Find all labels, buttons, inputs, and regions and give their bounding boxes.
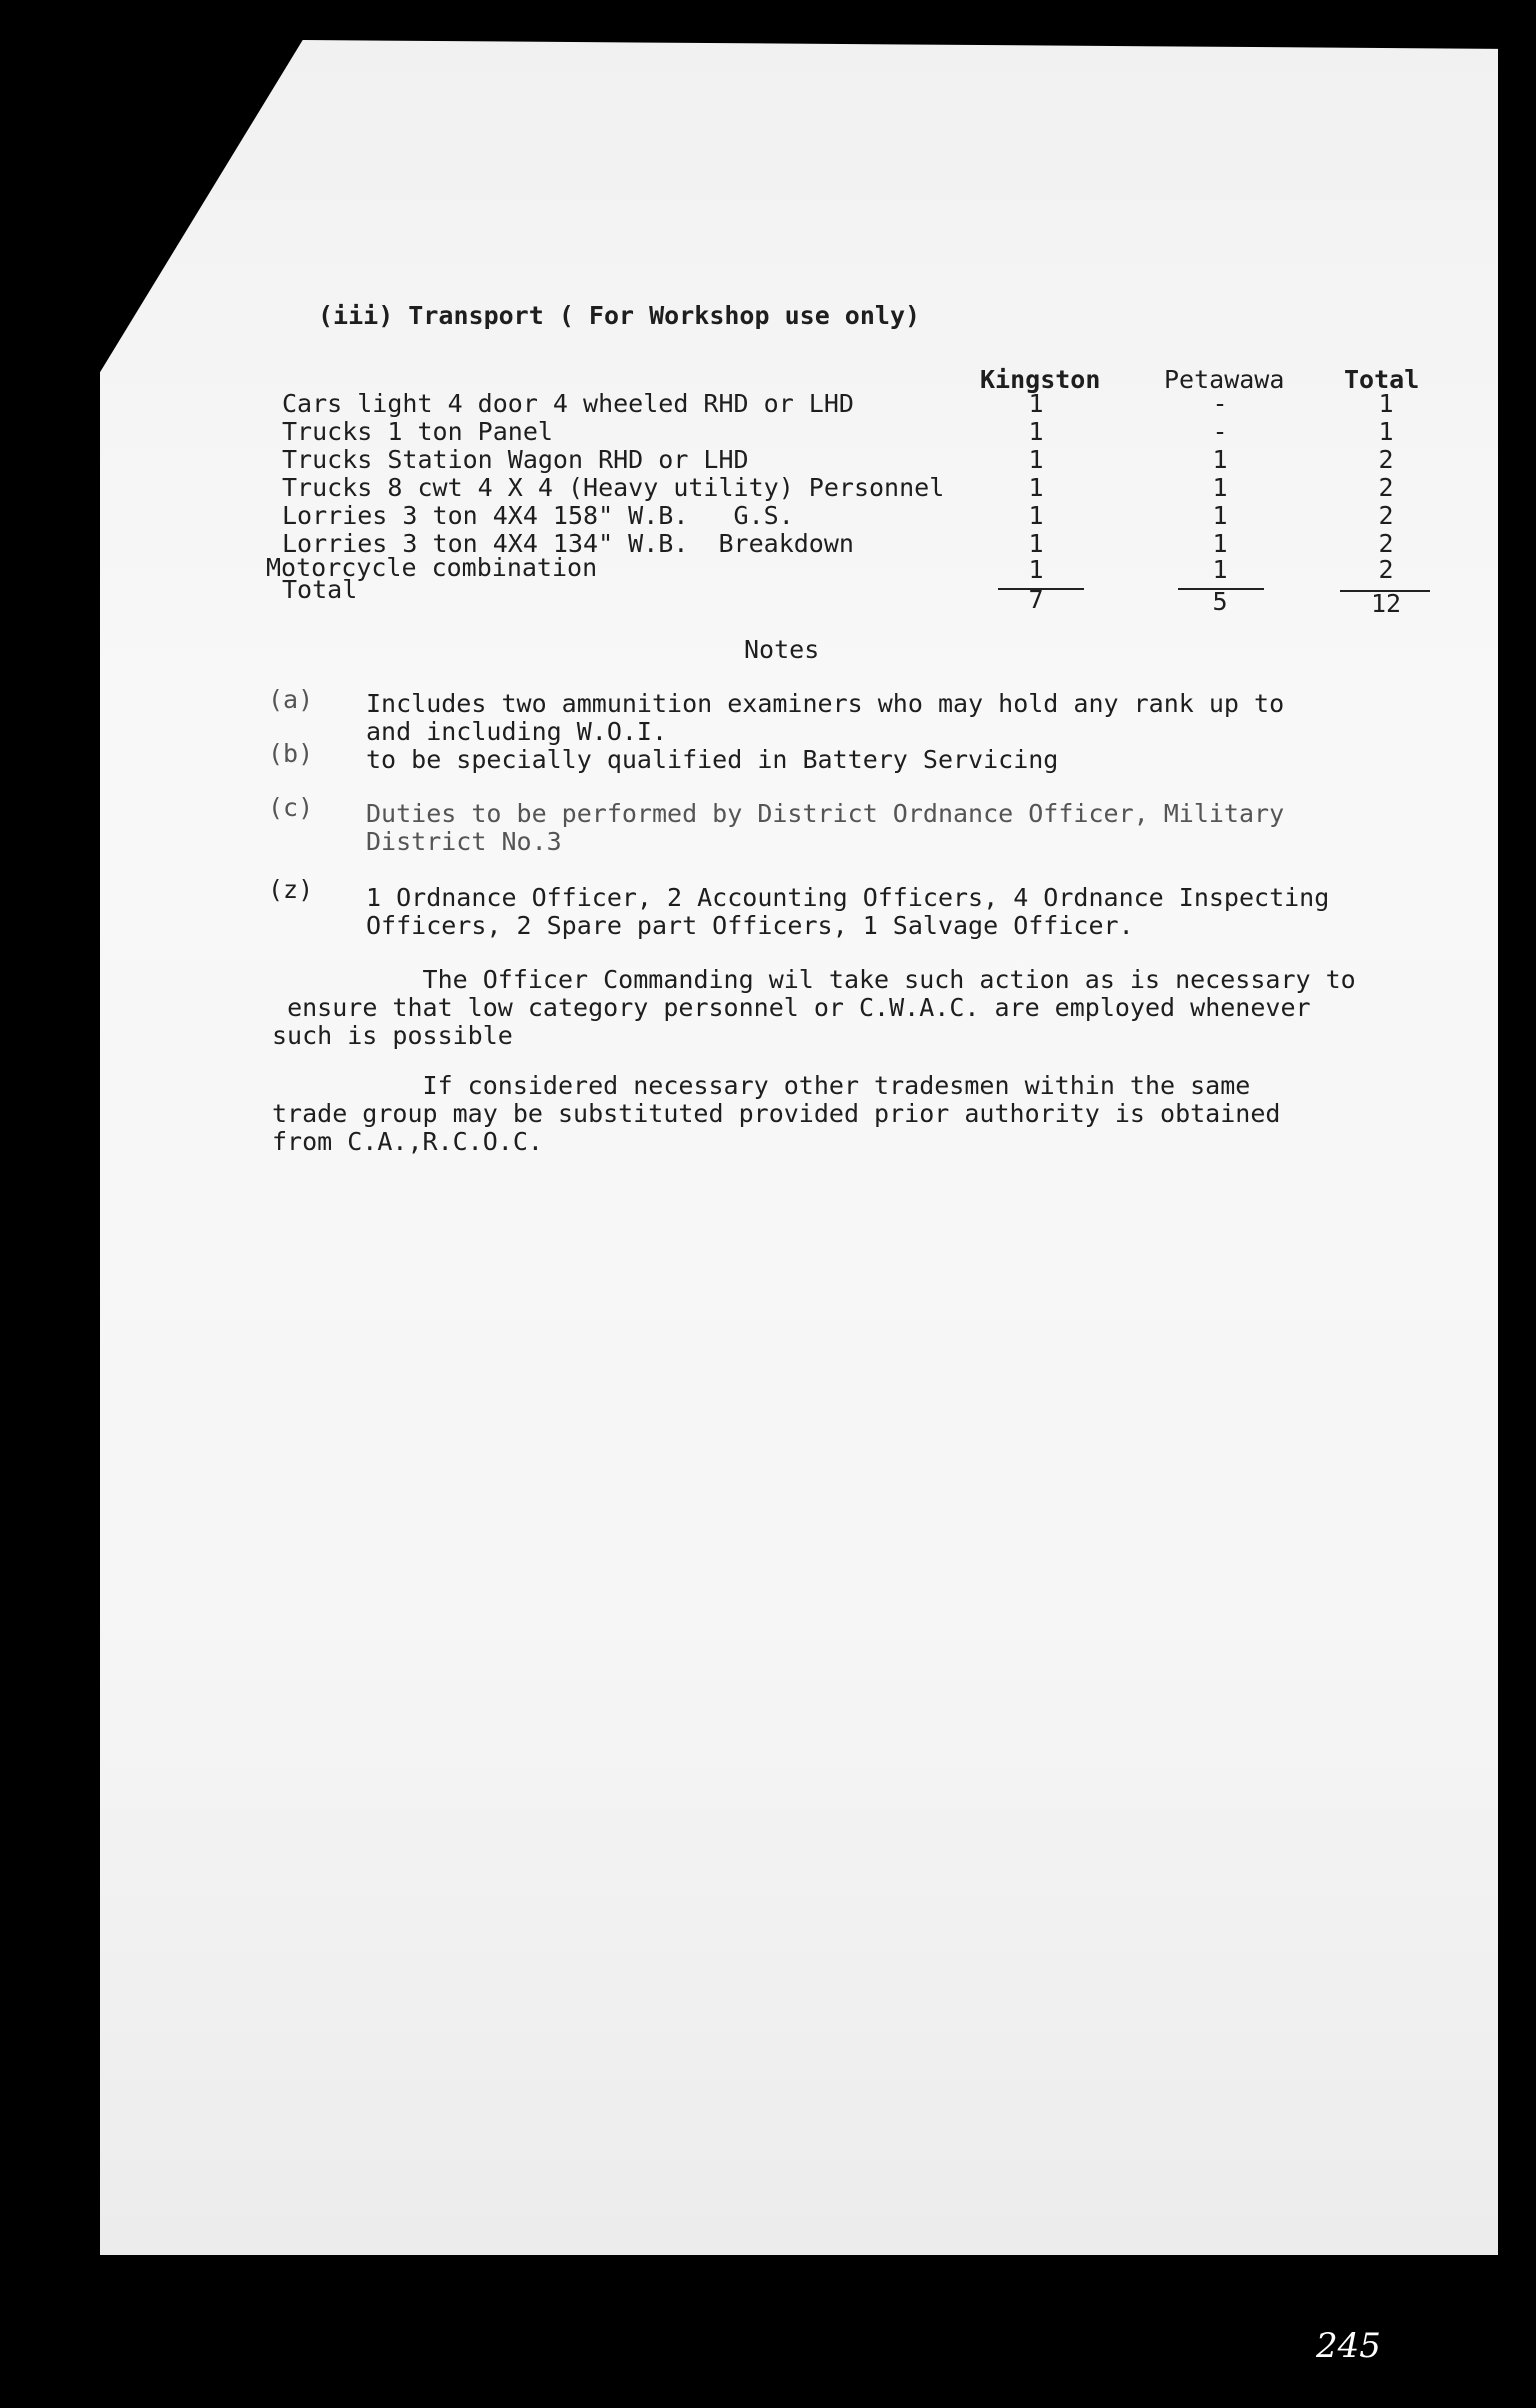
note-text: Duties to be performed by District Ordnance Officer, Military District No.3	[366, 799, 1285, 856]
table-row-label: Lorries 3 ton 4X4 158" W.B. G.S.	[282, 501, 794, 530]
table-cell-petawawa: 1	[1212, 555, 1228, 584]
notes-title: Notes	[744, 635, 820, 664]
table-cell-petawawa: 1	[1212, 473, 1228, 502]
note-text: 1 Ordnance Officer, 2 Accounting Officers, 4 Ordnance Inspecting Officers, 2 Spare part Officers, 1 Salvage Officer.	[366, 883, 1330, 940]
table-cell-petawawa: 1	[1212, 529, 1228, 558]
total-cell-total: 12	[1370, 589, 1402, 618]
table-cell-petawawa: 1	[1212, 445, 1228, 474]
note-text: Includes two ammunition examiners who may hold any rank up to and including W.O.I.	[366, 689, 1285, 746]
table-cell-petawawa: -	[1212, 417, 1228, 446]
table-cell-kingston: 1	[1028, 473, 1044, 502]
table-cell-kingston: 1	[1028, 529, 1044, 558]
note-marker: (z)	[268, 875, 314, 904]
table-row-label: Lorries 3 ton 4X4 134" W.B. Breakdown	[282, 529, 854, 558]
handwritten-page-number: 245	[1316, 2326, 1381, 2366]
table-row-label: Trucks 1 ton Panel	[282, 417, 553, 446]
total-cell-kingston: 7	[1028, 585, 1044, 614]
table-row-label: Trucks Station Wagon RHD or LHD	[282, 445, 749, 474]
table-cell-total: 2	[1378, 445, 1394, 474]
table-cell-total: 2	[1378, 473, 1394, 502]
table-cell-total: 2	[1378, 501, 1394, 530]
body-paragraph: If considered necessary other tradesmen within the same trade group may be substituted provided prior authority is obtained from C.A.,R.C.O.C.	[272, 1071, 1281, 1156]
note-marker: (b)	[268, 739, 314, 768]
column-header-kingston: Kingston	[980, 365, 1101, 394]
table-cell-kingston: 1	[1028, 501, 1044, 530]
table-cell-kingston: 1	[1028, 445, 1044, 474]
table-cell-kingston: 1	[1028, 417, 1044, 446]
column-header-petawawa: Petawawa	[1164, 365, 1285, 394]
table-cell-total: 2	[1378, 529, 1394, 558]
note-text: to be specially qualified in Battery Servicing	[366, 745, 1059, 774]
table-cell-kingston: 1	[1028, 555, 1044, 584]
body-paragraph: The Officer Commanding wil take such action as is necessary to ensure that low category personnel or C.W.A.C. are employed whenever such is possible	[272, 965, 1356, 1050]
table-cell-petawawa: -	[1212, 389, 1228, 418]
table-cell-total: 2	[1378, 555, 1394, 584]
table-row-label: Motorcycle combination	[266, 553, 598, 582]
note-marker: (a)	[268, 685, 314, 714]
total-cell-petawawa: 5	[1212, 587, 1228, 616]
table-row-label: Trucks 8 cwt 4 X 4 (Heavy utility) Personnel	[282, 473, 945, 502]
table-cell-total: 1	[1378, 389, 1394, 418]
column-header-total: Total	[1344, 365, 1420, 394]
note-marker: (c)	[268, 793, 314, 822]
table-cell-total: 1	[1378, 417, 1394, 446]
table-row-label: Cars light 4 door 4 wheeled RHD or LHD	[282, 389, 854, 418]
table-cell-petawawa: 1	[1212, 501, 1228, 530]
table-cell-kingston: 1	[1028, 389, 1044, 418]
total-row-label: Total	[282, 575, 358, 604]
section-heading: (iii) Transport ( For Workshop use only)	[318, 301, 921, 330]
